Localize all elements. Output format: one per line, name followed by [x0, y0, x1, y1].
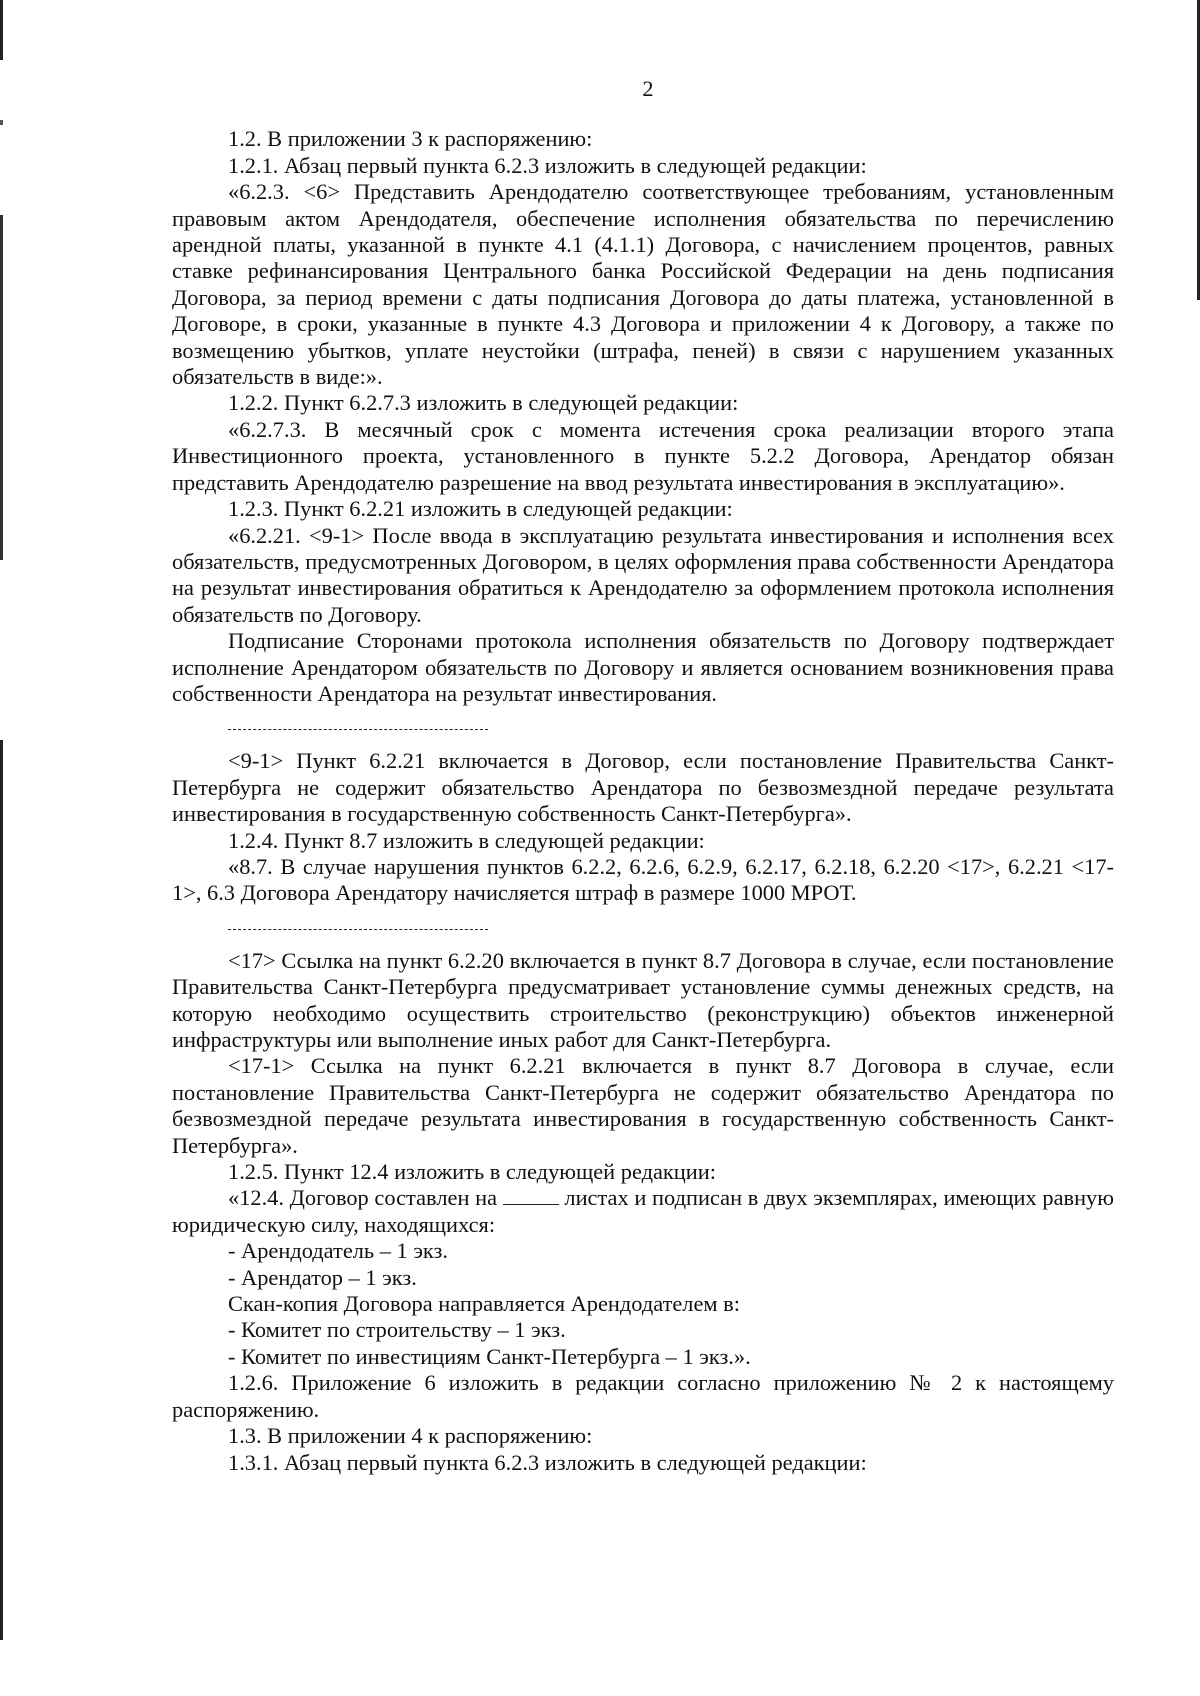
- paragraph-1-2-6: 1.2.6. Приложение 6 изложить в редакции согласно приложению № 2 к настоящему распоряжению.: [172, 1370, 1114, 1422]
- paragraph-6-2-3-text: «6.2.3. <6> Представить Арендодателю соответствующее требованиям, установленным правовым актом Арендодателя, обеспечение исполнения обязательства по перечислению арендной платы, указанной в пункте 4.1 (4.1.1) Договора, с начислением процентов, равных ставке рефинансирования Центрального банка Российской Федерации на день подписания Договора, за период времени с даты подписания Договора до даты платежа, установленной в Договоре, в сроки, указанные в пункте 4.3 Договора и приложении 4 к Договору, а также по возмещению убытков, уплате неустойки (штрафа, пеней) в связи с нарушением указанных обязательств в виде:».: [172, 179, 1114, 390]
- list-item-landlord: - Арендодатель – 1 экз.: [228, 1238, 448, 1264]
- paragraph-12-4-start: «12.4. Договор составлен на: [228, 1185, 498, 1211]
- paragraph-signing-text: Подписание Сторонами протокола исполнения обязательств по Договору подтверждает исполнение Арендатором обязательств по Договору и является основанием возникновения права собственности Арендатора на результат инвестирования.: [172, 628, 1114, 706]
- footnote-divider: [228, 729, 488, 730]
- footnote-17-1: <17-1> Ссылка на пункт 6.2.21 включается в пункт 8.7 Договора в случае, если постановление Правительства Санкт-Петербурга не содержит обязательство Арендатора по безвозмездной передаче результата инвестирования в государственную собственность Санкт-Петербурга».: [172, 1053, 1114, 1158]
- list-item-investment-committee: - Комитет по инвестициям Санкт-Петербурга – 1 экз.».: [228, 1343, 751, 1369]
- paragraph-12-4-text: [172, 1185, 1114, 1238]
- list-item-construction-committee: - Комитет по строительству – 1 экз.: [228, 1317, 566, 1343]
- paragraph-1-2: 1.2. В приложении 3 к распоряжению:: [228, 126, 593, 152]
- paragraph-1-2-1: 1.2.1. Абзац первый пункта 6.2.3 изложить в следующей редакции:: [228, 152, 867, 178]
- paragraph-1-3-1: 1.3.1. Абзац первый пункта 6.2.3 изложить в следующей редакции:: [228, 1449, 867, 1475]
- paragraph-12-4-end: листах и подписан в двух экземплярах, имеющих равную юридическую силу, находящихся:: [172, 1185, 1114, 1237]
- paragraph-1-3: 1.3. В приложении 4 к распоряжению:: [228, 1423, 593, 1449]
- footnote-divider: [228, 929, 488, 930]
- paragraph-6-2-21-text: «6.2.21. <9-1> После ввода в эксплуатацию результата инвестирования и исполнения всех обязательств, предусмотренных Договором, в целях оформления права собственности Арендатора на результат инвестирования обратиться к Арендодателю за оформлением протокола исполнения обязательств по Договору.: [172, 522, 1114, 627]
- paragraph-1-2-3: 1.2.3. Пункт 6.2.21 изложить в следующей редакции:: [228, 496, 733, 522]
- footnote-9-1: <9-1> Пункт 6.2.21 включается в Договор, если постановление Правительства Санкт-Петербурга не содержит обязательство Арендатора по безвозмездной передаче результата инвестирования в государственную собственность Санкт-Петербурга».: [172, 748, 1114, 827]
- paragraph-8-7-text: «8.7. В случае нарушения пунктов 6.2.2, 6.2.6, 6.2.9, 6.2.17, 6.2.18, 6.2.20 <17>, 6.2.21 <17-1>, 6.3 Договора Арендатору начисляется штраф в размере 1000 МРОТ.: [172, 853, 1114, 906]
- paragraph-1-2-5: 1.2.5. Пункт 12.4 изложить в следующей редакции:: [228, 1159, 716, 1185]
- paragraph-1-2-2: 1.2.2. Пункт 6.2.7.3 изложить в следующей редакции:: [228, 390, 739, 416]
- document-page: [172, 76, 1114, 1476]
- page-number: 2: [642, 76, 654, 101]
- list-item-tenant: - Арендатор – 1 экз.: [228, 1264, 417, 1290]
- sheet-count-blank: [503, 1186, 559, 1205]
- paragraph-1-2-4: 1.2.4. Пункт 8.7 изложить в следующей редакции:: [228, 827, 705, 853]
- paragraph-scan-copy: Скан-копия Договора направляется Арендодателем в:: [228, 1291, 740, 1317]
- scan-edge-left: [0, 0, 3, 1696]
- footnote-17: <17> Ссылка на пункт 6.2.20 включается в пункт 8.7 Договора в случае, если постановление Правительства Санкт-Петербурга предусматривает установление суммы денежных средств, на которую необходимо осуществить строительство (реконструкцию) объектов инженерной инфраструктуры или выполнение иных работ для Санкт-Петербурга.: [172, 947, 1114, 1052]
- paragraph-6-2-7-3-text: «6.2.7.3. В месячный срок с момента истечения срока реализации второго этапа Инвестиционного проекта, установленного в пункте 5.2.2 Договора, Арендатор обязан представить Арендодателю разрешение на ввод результата инвестирования в эксплуатацию».: [172, 416, 1114, 495]
